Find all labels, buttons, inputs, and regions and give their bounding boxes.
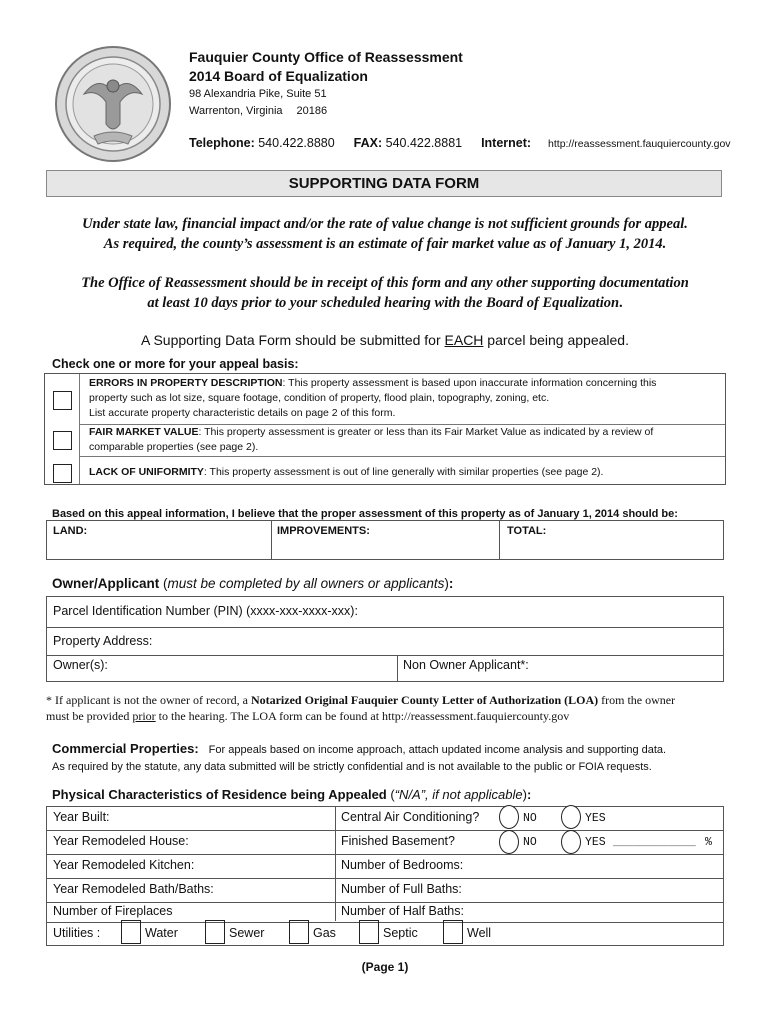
website-link[interactable]: http://reassessment.fauquiercounty.gov	[548, 138, 731, 150]
intro-line-1: Under state law, financial impact and/or the rate of value change is not sufficient grounds for appeal.	[82, 216, 688, 232]
basement-yes-radio[interactable]	[561, 830, 581, 854]
non-owner-applicant-field[interactable]: Non Owner Applicant*:	[403, 658, 529, 672]
central-air-yes-radio[interactable]	[561, 805, 581, 829]
sewer-checkbox[interactable]	[205, 920, 225, 944]
address-line2: Warrenton, Virginia 20186	[189, 105, 328, 117]
basement-no-radio[interactable]	[499, 830, 519, 854]
office-name: Fauquier County Office of Reassessment	[189, 49, 463, 65]
well-checkbox[interactable]	[443, 920, 463, 944]
central-air-no-label: NO	[523, 812, 537, 825]
intro-line-3: The Office of Reassessment should be in receipt of this form and any other supporting documentation	[81, 275, 689, 291]
errors-option: ERRORS IN PROPERTY DESCRIPTION: This property assessment is based upon inaccurate information concerning this property such as lot size, square footage, condition of property, flood plain, topography, zoning, etc. List accurate property characteristic details on page 2 of this form.	[89, 377, 657, 419]
contact-line: Telephone: 540.422.8880 FAX: 540.422.8881 Internet: http://reassessment.fauquiercounty.gov	[189, 136, 731, 150]
owners-field[interactable]: Owner(s):	[53, 658, 108, 672]
intro-line-4: at least 10 days prior to your scheduled hearing with the Board of Equalization.	[147, 295, 623, 311]
commercial-note: Commercial Properties: For appeals based on income approach, attach updated income analysis and supporting data. As required by the statute, any data submitted will be strictly confidential and is not available to the public or FOIA requests.	[52, 741, 667, 773]
assessment-statement: Based on this appeal information, I believe that the proper assessment of this property as of January 1, 2014 should be:	[52, 508, 678, 520]
central-air-label: Central Air Conditioning?	[341, 810, 480, 824]
gas-checkbox[interactable]	[289, 920, 309, 944]
septic-checkbox[interactable]	[359, 920, 379, 944]
water-label: Water	[145, 926, 178, 940]
land-field[interactable]: LAND:	[53, 525, 88, 537]
finished-basement-label: Finished Basement?	[341, 834, 455, 848]
loa-footnote: * If applicant is not the owner of record, a Notarized Original Fauquier County Letter of Authorization (LOA) from the owner must be provided prior to the hearing. The LOA form can be found at http://reassessment.fauquiercounty.gov	[46, 693, 676, 723]
page-number: (Page 1)	[361, 960, 409, 974]
well-label: Well	[467, 926, 492, 940]
bedrooms-field[interactable]: Number of Bedrooms:	[341, 858, 464, 872]
assessment-table	[46, 520, 724, 560]
property-address-field[interactable]: Property Address:	[53, 634, 153, 648]
central-air-yes-label: YES	[585, 812, 606, 825]
appeal-basis-table	[44, 373, 726, 485]
year-remodeled-bath-field[interactable]: Year Remodeled Bath/Baths:	[53, 882, 214, 896]
central-air-no-radio[interactable]	[499, 805, 519, 829]
address-line1: 98 Alexandria Pike, Suite 51	[189, 88, 327, 100]
year-remodeled-house-field[interactable]: Year Remodeled House:	[53, 834, 189, 848]
basement-percent-sign: %	[705, 836, 712, 849]
year-remodeled-kitchen-field[interactable]: Year Remodeled Kitchen:	[53, 858, 195, 872]
physical-table	[46, 806, 724, 946]
year-built-field[interactable]: Year Built:	[53, 810, 110, 824]
intro-line-2: As required, the county’s assessment is an estimate of fair market value as of January 1, 2014.	[103, 236, 667, 252]
uniformity-checkbox[interactable]	[53, 464, 72, 483]
physical-heading: Physical Characteristics of Residence being Appealed (“N/A”, if not applicable):	[52, 787, 532, 802]
owner-table	[46, 596, 724, 682]
fireplaces-field[interactable]: Number of Fireplaces	[53, 904, 173, 918]
form-title: SUPPORTING DATA FORM	[46, 170, 722, 197]
board-name: 2014 Board of Equalization	[189, 68, 368, 84]
sewer-label: Sewer	[229, 926, 265, 940]
water-checkbox[interactable]	[121, 920, 141, 944]
full-baths-field[interactable]: Number of Full Baths:	[341, 882, 462, 896]
septic-label: Septic	[383, 926, 418, 940]
gas-label: Gas	[313, 926, 336, 940]
each-parcel-notice: A Supporting Data Form should be submitted for EACH parcel being appealed.	[141, 332, 629, 348]
fair-market-checkbox[interactable]	[53, 431, 72, 450]
uniformity-option: LACK OF UNIFORMITY: This property assessment is out of line generally with similar properties (see page 2).	[89, 466, 604, 478]
basement-percent-blank[interactable]: ____________	[613, 836, 696, 849]
basement-yes-label: YES	[585, 836, 606, 849]
owner-heading: Owner/Applicant (must be completed by all owners or applicants):	[52, 576, 454, 591]
appeal-basis-heading: Check one or more for your appeal basis:	[52, 357, 299, 371]
basement-no-label: NO	[523, 836, 537, 849]
county-seal-icon	[54, 44, 172, 164]
errors-checkbox[interactable]	[53, 391, 72, 410]
total-field[interactable]: TOTAL:	[507, 525, 547, 537]
fair-market-option: FAIR MARKET VALUE: This property assessment is greater or less than its Fair Market Value as indicated by a review of comparable properties (see page 2).	[89, 426, 654, 453]
utilities-label: Utilities :	[53, 926, 101, 940]
pin-field[interactable]: Parcel Identification Number (PIN) (xxxx-xxx-xxxx-xxx):	[53, 604, 358, 618]
improvements-field[interactable]: IMPROVEMENTS:	[277, 525, 370, 537]
half-baths-field[interactable]: Number of Half Baths:	[341, 904, 464, 918]
